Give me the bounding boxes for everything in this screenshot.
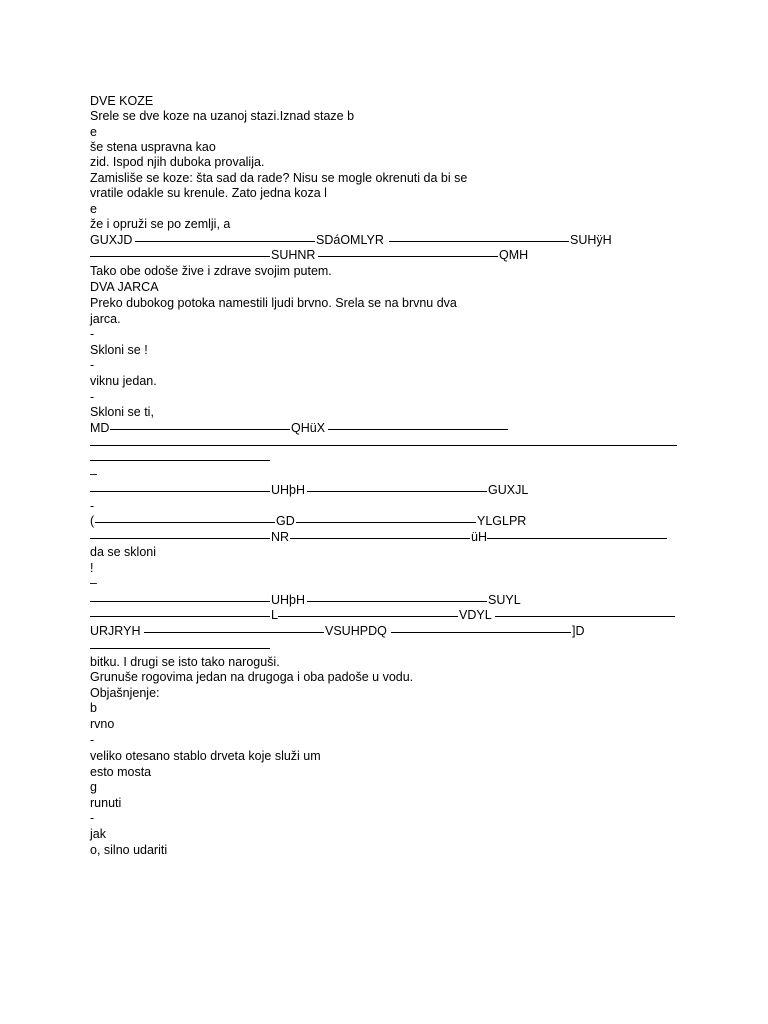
text-line: še stena uspravna kao [90,140,216,154]
garbled-line [90,530,690,545]
text-line: že i opruži se po zemlji, a [90,217,231,231]
rule-line [95,522,275,523]
garbled-fragment: UHþH [271,483,306,497]
garbled-fragment: L [271,608,278,622]
text-line: zid. Ispod njih duboka provalija. [90,155,265,169]
text-line: e [90,202,97,216]
text-line: b [90,701,97,715]
text-line: Skloni se ! [90,343,148,357]
text-line: da se skloni [90,545,157,559]
text-line: Preko dubokog potoka namestili ljudi brvno. Srela se na brvnu dva [90,296,457,310]
text-line: g [90,780,97,794]
rule-line [290,538,470,539]
rule-line [144,632,324,633]
rule-line [90,616,270,617]
text-line: e [90,125,97,139]
garbled-fragment: YLGLPR [477,514,527,528]
text-line: jak [90,827,106,841]
text-line: veliko otesano stablo drveta koje služi um [90,749,321,763]
rule-line [90,460,270,461]
rule-line [328,429,508,430]
text-line: - [90,327,95,341]
garbled-fragment: GUXJL [488,483,529,497]
text-line: - [90,390,95,404]
story-title-dve-koze: DVE KOZE [90,94,154,108]
rule-line [90,445,677,446]
garbled-fragment: SDáOMLYR [316,233,384,247]
text-line: bitku. I drugi se isto tako naroguši. [90,655,280,669]
garbled-fragment: ]D [572,624,585,638]
garbled-fragment: URJRYH [90,624,141,638]
rule-line [110,429,290,430]
rule-line [90,491,270,492]
garbled-fragment: UHþH [271,593,306,607]
rule-line [307,491,487,492]
text-line: ! [90,561,94,575]
text-line: rvno [90,717,115,731]
garbled-line [90,624,690,639]
garbled-line [90,483,690,498]
garbled-fragment: GUXJD [90,233,133,247]
story-title-dva-jarca: DVA JARCA [90,280,159,294]
rule-line [135,241,315,242]
garbled-fragment: VDYL [459,608,492,622]
section-label-objasnjenje: Objašnjenje: [90,686,160,700]
garbled-line [90,608,690,623]
text-line: Skloni se ti, [90,405,154,419]
garbled-fragment: SUHNR [271,248,316,262]
rule-line [278,616,458,617]
text-line: - [90,358,95,372]
garbled-fragment: SUHÿH [570,233,612,247]
rule-line [296,522,476,523]
rule-line [90,538,270,539]
garbled-line [90,248,690,263]
garbled-fragment: QMH [499,248,529,262]
garbled-fragment: VSUHPDQ [325,624,387,638]
rule-line [90,601,270,602]
dash-line: – [90,576,97,590]
text-line: Zamisliše se koze: šta sad da rade? Nisu se mogle okrenuti da bi se [90,171,468,185]
rule-line [307,601,487,602]
garbled-line [90,514,690,529]
dash-line: - [90,499,95,513]
rule-line [389,241,569,242]
garbled-line [90,233,690,248]
dash-line: – [90,467,97,481]
text-line: Srele se dve koze na uzanoj stazi.Iznad staze b [90,109,355,123]
rule-line [495,616,675,617]
text-line: runuti [90,796,122,810]
text-line: o, silno udariti [90,843,168,857]
garbled-fragment: NR [271,530,290,544]
rule-line [90,256,270,257]
garbled-fragment: MD [90,421,110,435]
text-line: vratile odakle su krenule. Zato jedna koza l [90,186,327,200]
garbled-fragment: QHüX [291,421,326,435]
text-line: esto mosta [90,765,152,779]
rule-line [90,648,270,649]
dash-line: - [90,811,95,825]
garbled-line [90,593,690,608]
garbled-fragment: GD [276,514,295,528]
rule-line [391,632,571,633]
rule-line [487,538,667,539]
text-line: Grunuše rogovima jedan na drugoga i oba padoše u vodu. [90,670,414,684]
garbled-fragment: ( [90,514,95,528]
garbled-fragment: üH [471,530,487,544]
garbled-fragment: SUYL [488,593,521,607]
text-line: Tako obe odoše žive i zdrave svojim putem. [90,264,332,278]
dash-line: - [90,733,95,747]
rule-line [318,256,498,257]
text-line: jarca. [90,312,121,326]
text-line: viknu jedan. [90,374,157,388]
garbled-line [90,421,690,436]
